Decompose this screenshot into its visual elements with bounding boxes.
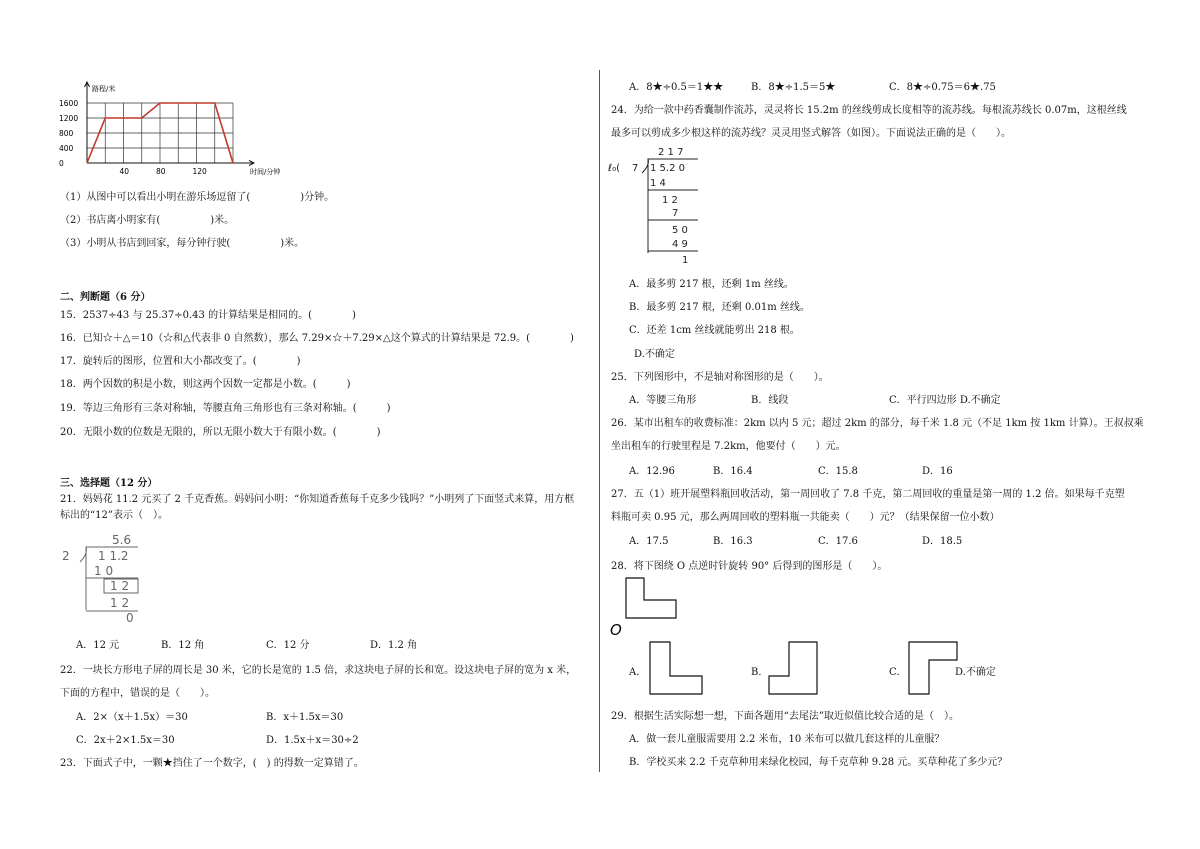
q27-option-b[interactable]: B．16.3 xyxy=(713,536,753,547)
distance-time-chart xyxy=(55,78,295,180)
q22-option-b[interactable]: B．x＋1.5x＝30 xyxy=(266,712,344,723)
q21-row-2: 1 2 xyxy=(110,579,130,593)
question-28: 28．将下图绕 O 点逆时针旋转 90° 后得到的图形是（ ）。 xyxy=(611,561,888,572)
q21-long-division xyxy=(58,532,148,624)
q22-option-c[interactable]: C．2x＋2×1.5x＝30 xyxy=(76,735,175,746)
question-19: 19．等边三角形有三条对称轴，等腰直角三角形也有三条对称轴。( ) xyxy=(60,403,391,414)
question-21-line-1: 21．妈妈花 11.2 元买了 2 千克香蕉。妈妈问小明：“你知道香蕉每千克多少钱吗？”小明列了下面竖式来算，用方框 xyxy=(60,494,575,505)
q24-option-d[interactable]: D.不确定 xyxy=(634,349,675,360)
question-27-line-2: 料瓶可卖 0.95 元，那么两周回收的塑料瓶一共能卖（ ）元？（结果保留一位小数） xyxy=(611,512,1000,523)
q28-option-a[interactable]: A． xyxy=(629,667,647,678)
question-chart-2: （2）书店离小明家有( )米。 xyxy=(60,215,235,226)
q23-option-c[interactable]: C．8★÷0.75＝6★.75 xyxy=(889,82,996,93)
q24-row-4: 5 0 xyxy=(672,225,688,236)
q28-original-figure xyxy=(608,574,688,640)
q24-row-5: 4 9 xyxy=(672,239,688,250)
x-tick-label: 40 xyxy=(119,167,130,176)
q21-quotient: 5.6 xyxy=(112,533,132,547)
question-23: 23．下面式子中，一颗★挡住了一个数字，( ) 的得数一定算错了。 xyxy=(60,758,364,769)
q24-row-3: 7 xyxy=(672,208,679,219)
x-axis-label: 时间/分钟 xyxy=(250,168,281,176)
y-tick-label: 1600 xyxy=(59,99,79,108)
q24-option-b[interactable]: B．最多剪 217 根，还剩 0.01m 丝线。 xyxy=(629,302,810,313)
q25-option-a[interactable]: A．等腰三角形 xyxy=(629,395,697,406)
q28-option-d[interactable]: D.不确定 xyxy=(955,667,996,678)
q25-option-b[interactable]: B．线段 xyxy=(751,395,789,406)
question-22-line-2: 下面的方程中，错误的是（ ）。 xyxy=(60,688,215,699)
q24-row-6: 1 xyxy=(682,255,689,266)
q24-long-division xyxy=(606,143,706,267)
q21-row-1: 1 0 xyxy=(94,564,114,578)
q24-row-2: 1 2 xyxy=(662,195,678,206)
q24-quotient: 2 1 7 xyxy=(658,147,684,158)
column-divider xyxy=(599,70,600,772)
quotient-dot-mark: ℓ₀( xyxy=(608,163,621,174)
question-22-line-1: 22．一块长方形电子屏的周长是 30 米，它的长是宽的 1.5 倍，求这块电子屏的长和宽。设这块电子屏的宽为 x 米， xyxy=(60,665,577,676)
q28-origin-label: O xyxy=(610,621,622,639)
q26-option-d[interactable]: D．16 xyxy=(922,466,953,477)
y-tick-label: 800 xyxy=(59,129,74,138)
q27-option-a[interactable]: A．17.5 xyxy=(629,536,669,547)
q26-option-c[interactable]: C．15.8 xyxy=(818,466,858,477)
q26-option-b[interactable]: B．16.4 xyxy=(713,466,753,477)
q24-divisor: 7 xyxy=(632,163,639,174)
q22-option-a[interactable]: A．2×（x＋1.5x）＝30 xyxy=(76,712,188,723)
question-26-line-2: 坐出租车的行驶里程是 7.2km，他要付（ ）元。 xyxy=(611,441,846,452)
q28-option-b-figure[interactable] xyxy=(767,640,819,696)
question-chart-1: （1）从图中可以看出小明在游乐场逗留了( )分钟。 xyxy=(60,192,335,203)
question-26-line-1: 26．某市出租车的收费标准：2km 以内 5 元；超过 2km 的部分，每千米 1.8 元（不足 1km 按 1km 计算）。王叔叔乘 xyxy=(611,418,1144,429)
question-17: 17．旋转后的图形，位置和大小都改变了。( ) xyxy=(60,356,301,367)
y-tick-label: 0 xyxy=(59,159,64,168)
question-15: 15．2537÷43 与 25.37÷0.43 的计算结果是相同的。( ) xyxy=(60,310,356,321)
y-tick-label: 1200 xyxy=(59,114,79,123)
q21-option-a[interactable]: A．12 元 xyxy=(76,640,120,651)
q21-dividend: 1 1.2 xyxy=(98,549,129,563)
q21-option-b[interactable]: B．12 角 xyxy=(161,640,205,651)
q28-option-a-figure[interactable] xyxy=(648,640,704,696)
q25-option-c[interactable]: C．平行四边形 D.不确定 xyxy=(889,395,1001,406)
y-tick-label: 400 xyxy=(59,144,74,153)
q21-row-3: 1 2 xyxy=(110,596,130,610)
q21-option-c[interactable]: C．12 分 xyxy=(266,640,310,651)
q24-option-c[interactable]: C．还差 1cm 丝线就能剪出 218 根。 xyxy=(629,325,800,336)
q28-option-c-figure[interactable] xyxy=(907,640,959,696)
question-21-line-2: 标出的“12”表示（ ）。 xyxy=(60,510,168,521)
y-axis-label: 路程/米 xyxy=(92,85,116,93)
section-2-heading: 二、判断题（6 分） xyxy=(60,292,151,303)
q23-option-b[interactable]: B．8★÷1.5＝5★ xyxy=(751,82,836,93)
question-24-line-1: 24．为给一款中药香囊制作流苏，灵灵将长 15.2m 的丝线剪成长度相等的流苏线。每根流苏线长 0.07m，这根丝线 xyxy=(611,105,1127,116)
q24-row-1: 1 4 xyxy=(650,178,666,189)
q28-option-c[interactable]: C． xyxy=(889,667,907,678)
q24-dividend: 1 5.2 0 xyxy=(650,163,685,174)
x-tick-label: 80 xyxy=(156,167,166,176)
q21-option-d[interactable]: D．1.2 角 xyxy=(370,640,418,651)
question-chart-3: （3）小明从书店到回家，每分钟行驶( )米。 xyxy=(60,238,305,249)
q23-option-a[interactable]: A．8★÷0.5＝1★★ xyxy=(629,82,724,93)
q28-option-b[interactable]: B． xyxy=(751,667,769,678)
question-24-line-2: 最多可以剪成多少根这样的流苏线？灵灵用竖式解答（如图）。下面说法正确的是（ ）。 xyxy=(611,128,1011,139)
question-27-line-1: 27．五（1）班开展塑料瓶回收活动，第一周回收了 7.8 千克，第二周回收的重量是第一周的 1.2 倍。如果每千克塑 xyxy=(611,489,1125,500)
q21-divisor: 2 xyxy=(62,549,70,563)
question-29: 29．根据生活实际想一想，下面各题用“去尾法”取近似值比较合适的是（ ）。 xyxy=(611,711,959,722)
question-25: 25．下列图形中，不是轴对称图形的是（ ）。 xyxy=(611,372,829,383)
q29-option-b[interactable]: B．学校买来 2.2 千克草种用来绿化校园，每千克草种 9.28 元。买草种花了多少元？ xyxy=(629,757,1008,768)
q29-option-a[interactable]: A．做一套儿童服需要用 2.2 米布，10 米布可以做几套这样的儿童服？ xyxy=(629,734,945,745)
question-16: 16．已知☆＋△＝10（☆和△代表非 0 自然数），那么 7.29×☆＋7.29×△这个算式的计算结果是 72.9。( ) xyxy=(60,333,574,344)
question-18: 18．两个因数的积是小数，则这两个因数一定都是小数。( ) xyxy=(60,379,351,390)
q21-row-4: 0 xyxy=(126,611,134,624)
q26-option-a[interactable]: A．12.96 xyxy=(629,466,675,477)
q27-option-d[interactable]: D．18.5 xyxy=(922,536,963,547)
section-3-heading: 三、选择题（12 分） xyxy=(60,478,158,489)
q22-option-d[interactable]: D．1.5x＋x＝30÷2 xyxy=(266,735,359,746)
question-20: 20．无限小数的位数是无限的，所以无限小数大于有限小数。( ) xyxy=(60,427,381,438)
q27-option-c[interactable]: C．17.6 xyxy=(818,536,858,547)
q24-option-a[interactable]: A．最多剪 217 根，还剩 1m 丝线。 xyxy=(629,279,794,290)
x-tick-label: 120 xyxy=(192,167,207,176)
